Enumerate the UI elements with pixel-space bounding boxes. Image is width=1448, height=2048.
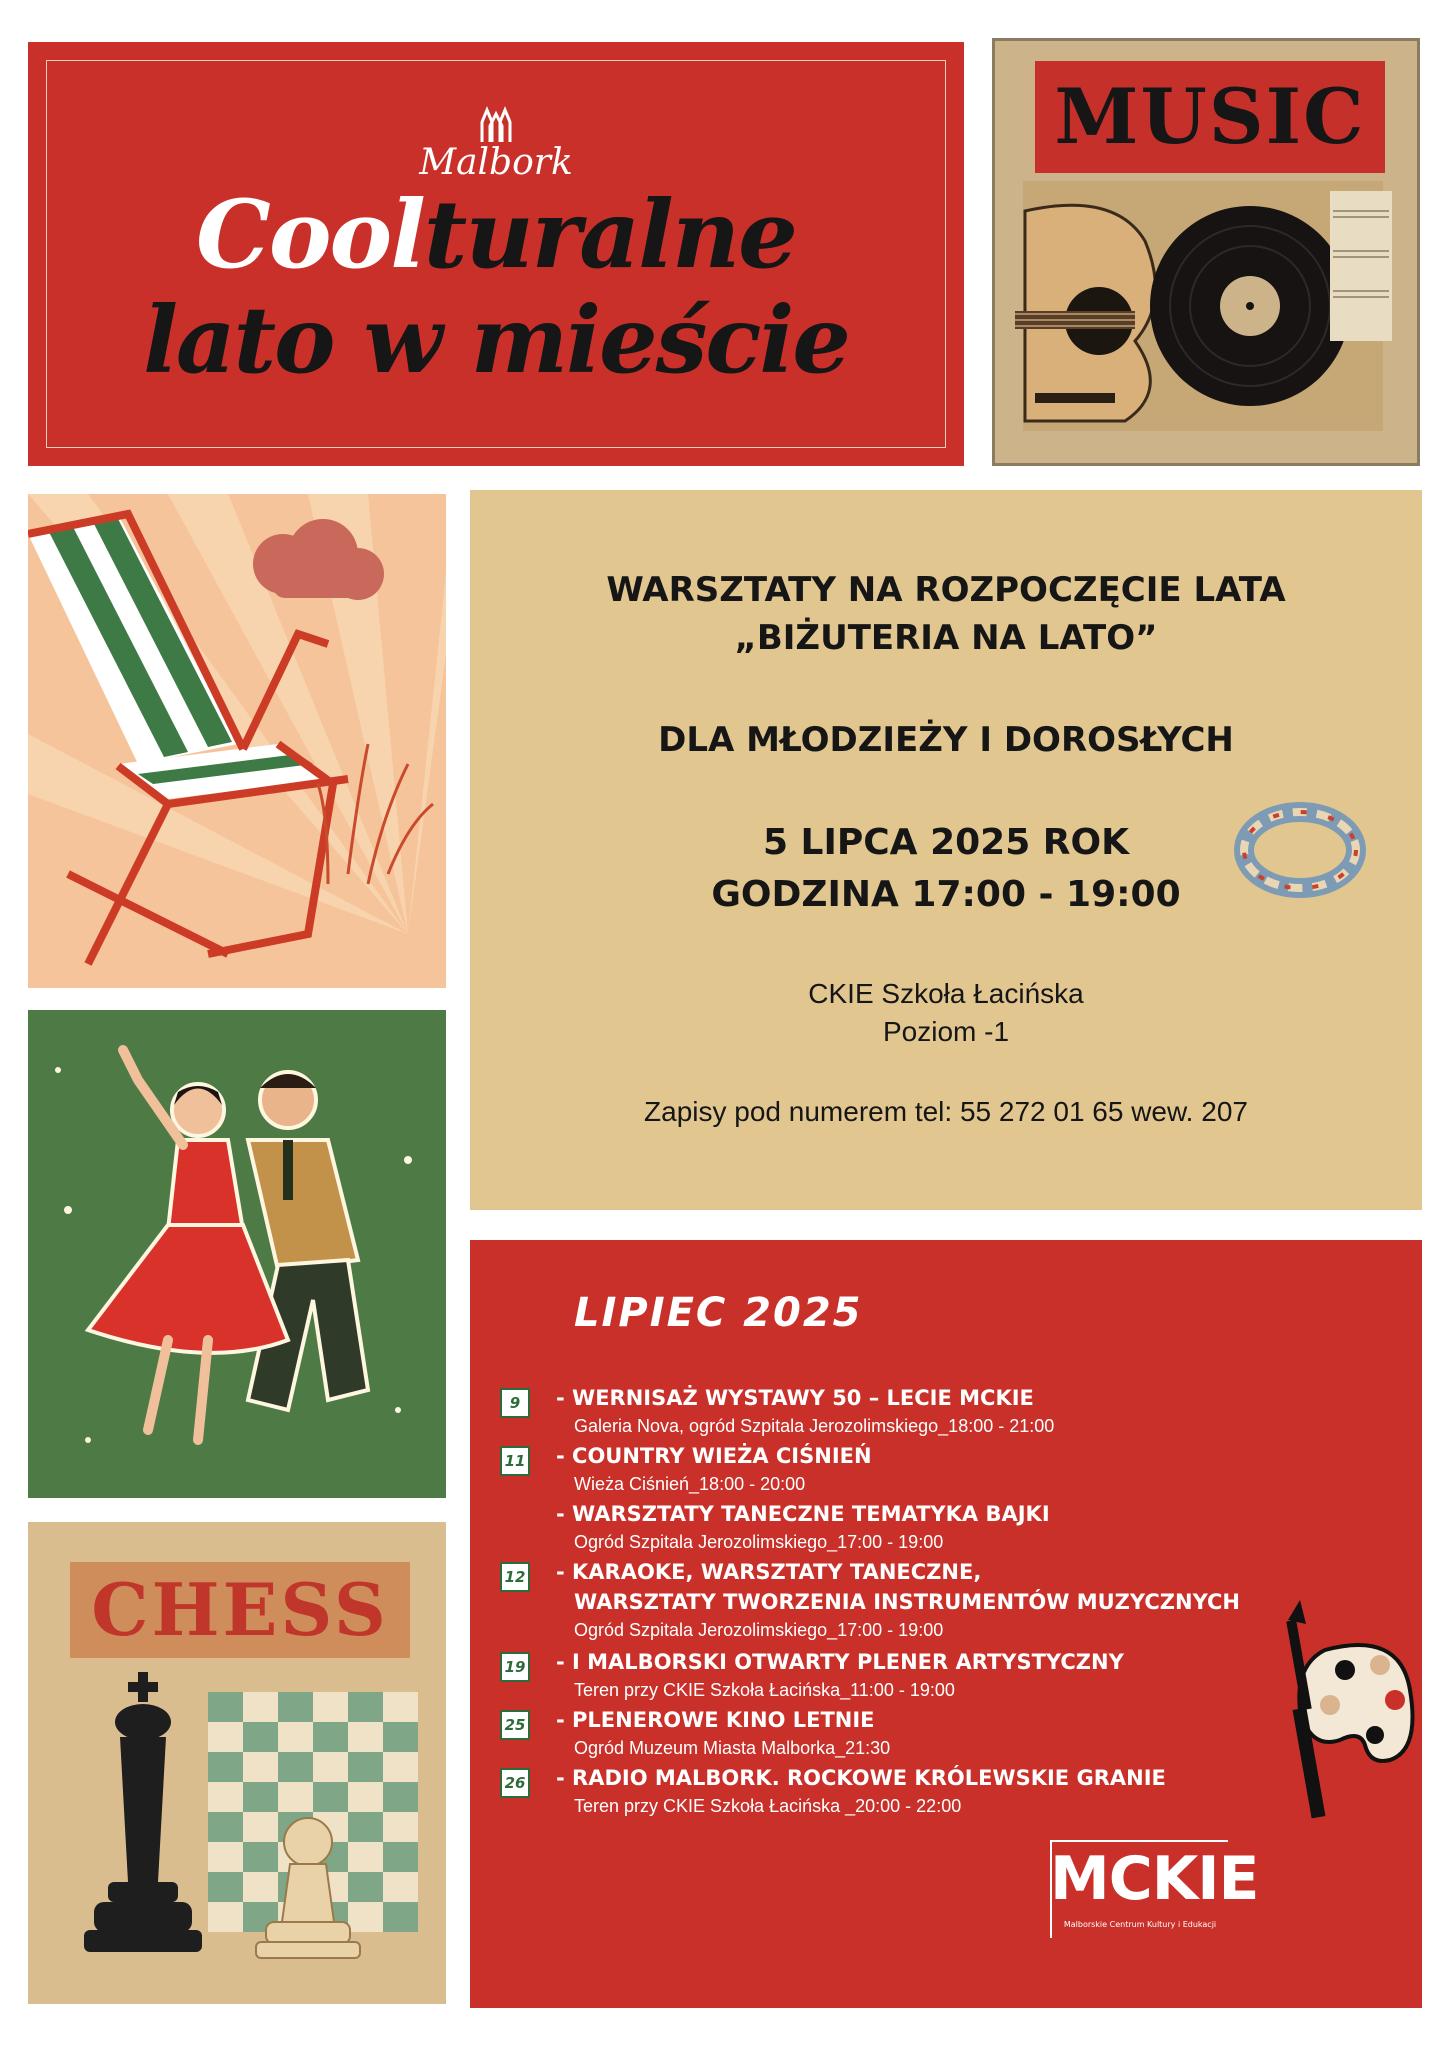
day-badge: 9 [500, 1388, 530, 1418]
program-item-title2: WARSZTATY TWORZENIA INSTRUMENTÓW MUZYCZNYCH [574, 1590, 1241, 1614]
title-cool: Cool [196, 180, 424, 290]
july-program-panel [470, 1240, 1422, 2008]
page-title [28, 180, 964, 290]
page-subtitle: lato w mieście [143, 286, 849, 394]
program-item-title: - COUNTRY WIEŻA CIŚNIEŃ [556, 1444, 872, 1468]
program-item-title: - KARAOKE, WARSZTATY TANECZNE, [556, 1560, 982, 1584]
day-badge: 19 [500, 1652, 530, 1682]
program-title: LIPIEC 2025 [574, 1290, 863, 1336]
program-item-sub: Galeria Nova, ogród Szpitala Jerozolimskiego_18:00 - 21:00 [574, 1416, 1055, 1436]
day-badge: 26 [500, 1768, 530, 1798]
event-time: GODZINA 17:00 - 19:00 [711, 874, 1181, 915]
day-badge: 12 [500, 1562, 530, 1592]
program-item-title: - I MALBORSKI OTWARTY PLENER ARTYSTYCZNY [556, 1650, 1124, 1674]
castle-icon [476, 104, 516, 144]
music-illustration [992, 38, 1420, 466]
dancing-couple-icon [28, 1010, 446, 1498]
dancing-couple-illustration [28, 1010, 446, 1498]
paint-palette-icon [1270, 1600, 1420, 1830]
program-item-title: - WERNISAŻ WYSTAWY 50 – LECIE MCKIE [556, 1386, 1034, 1410]
program-item-sub: Ogród Szpitala Jerozolimskiego_17:00 - 19:00 [574, 1620, 944, 1640]
malbork-brand: Malbork [419, 142, 573, 183]
program-item-title: - RADIO MALBORK. ROCKOWE KRÓLEWSKIE GRANIE [556, 1766, 1166, 1790]
chess-pieces-icon [28, 1672, 446, 2002]
event-audience: DLA MŁODZIEŻY I DOROSŁYCH [658, 720, 1234, 760]
logo-subtitle: Malborskie Centrum Kultury i Edukacji [1063, 1920, 1217, 1929]
event-date: 5 LIPCA 2025 ROK [762, 822, 1130, 863]
title-turalne: turalne [423, 180, 796, 290]
program-item-sub: Teren przy CKIE Szkoła Łacińska _20:00 - 22:00 [574, 1796, 962, 1816]
event-info-panel [470, 490, 1422, 1210]
guitar-vinyl-icon [995, 171, 1417, 461]
day-badge: 11 [500, 1446, 530, 1476]
program-item-sub: Teren przy CKIE Szkoła Łacińska_11:00 - 19:00 [574, 1680, 955, 1700]
program-item-title: - PLENEROWE KINO LETNIE [556, 1708, 875, 1732]
mckie-logo [1050, 1840, 1259, 1940]
event-level: Poziom -1 [882, 1016, 1010, 1047]
event-title-line2: „BIŻUTERIA NA LATO” [734, 618, 1158, 658]
program-item-sub: Wieża Ciśnień_18:00 - 20:00 [574, 1474, 806, 1494]
program-item-title: - WARSZTATY TANECZNE TEMATYKA BAJKI [556, 1502, 1050, 1526]
program-item-sub: Ogród Szpitala Jerozolimskiego_17:00 - 19:00 [574, 1532, 944, 1552]
day-badge: 25 [500, 1710, 530, 1740]
event-venue: CKIE Szkoła Łacińska [808, 978, 1084, 1009]
music-label: MUSIC [1035, 61, 1385, 173]
chess-illustration [28, 1522, 446, 2004]
event-signup: Zapisy pod numerem tel: 55 272 01 65 wew. 207 [644, 1096, 1248, 1127]
program-item-sub: Ogród Muzeum Miasta Malborka_21:30 [574, 1738, 891, 1758]
event-title-line1: WARSZTATY NA ROZPOCZĘCIE LATA [606, 570, 1286, 610]
header-banner [28, 42, 964, 466]
chess-label: CHESS [70, 1562, 410, 1658]
deck-chair-icon [28, 494, 446, 988]
bracelet-icon [1230, 790, 1370, 910]
deck-chair-illustration [28, 494, 446, 988]
logo-letters: MCKIE [1050, 1844, 1259, 1914]
